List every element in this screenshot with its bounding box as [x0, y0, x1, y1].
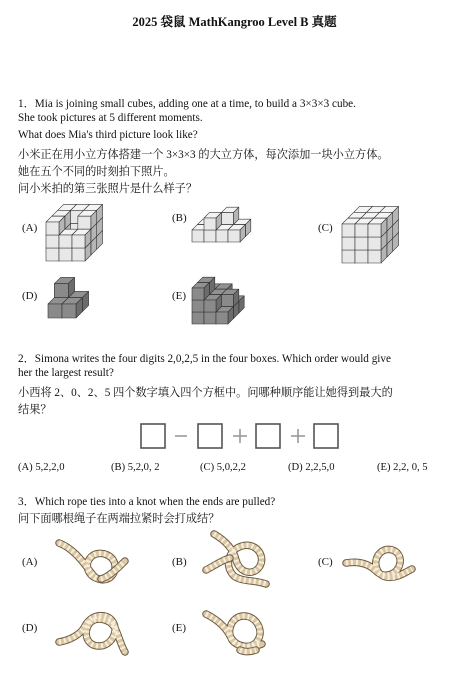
cube-figure-a: [46, 200, 126, 262]
q2-line-2: her the largest result?: [18, 367, 114, 379]
q1-line-3: What does Mia's third picture look like?: [18, 129, 198, 141]
q3-option-b-label: (B): [172, 556, 187, 568]
small-cube: [221, 207, 238, 224]
rope-knot-b: [200, 530, 272, 586]
q3-line-1: 3．Which rope ties into a knot when the ends are pulled?: [18, 496, 276, 508]
q1-option-d-label: (D): [22, 290, 38, 302]
q3-line-2: 问下面哪根绳子在两端拉紧时会打成结？: [18, 513, 220, 525]
small-cube: [46, 216, 65, 235]
q1-line-5: 她在五个不同的时刻拍下照片。: [18, 166, 175, 178]
small-cube: [54, 277, 74, 297]
q1-line-2: She took pictures at 5 different moments.: [18, 112, 203, 124]
rope-knot-e: [200, 598, 272, 654]
q3-option-d-label: (D): [22, 622, 38, 634]
small-cube: [72, 229, 91, 248]
q3-option-e-label: (E): [172, 622, 187, 634]
small-cube: [221, 289, 238, 306]
small-cube: [368, 218, 387, 237]
small-cube: [204, 213, 221, 230]
cube-figure-d: [48, 269, 108, 319]
q2-answer-b: (B) 5,2,0, 2: [111, 462, 160, 473]
q3-option-a-label: (A): [22, 556, 38, 568]
small-cube: [62, 298, 82, 318]
cube-figure-b: [192, 201, 272, 243]
q2-line-1: 2．Simona writes the four digits 2,0,2,5 in the four boxes. Which order would give: [18, 353, 391, 365]
q1-option-e-label: (E): [172, 290, 187, 302]
q2-line-4: 结果？: [18, 404, 52, 416]
rope-knot-a: [55, 535, 127, 587]
q2-answer-c: (C) 5,0,2,2: [200, 462, 246, 473]
rope-knot-d: [55, 598, 127, 654]
boxes-expression: [140, 422, 350, 450]
q1-line-6: 问小米拍的第三张照片是什么样子？: [18, 183, 198, 195]
small-cube: [228, 225, 245, 242]
small-cube: [78, 210, 97, 229]
q3-option-c-label: (C): [318, 556, 333, 568]
small-cube: [192, 283, 209, 300]
page-title: 2025 袋鼠 MathKangroo Level B 真题: [132, 15, 337, 29]
cube-figure-e: [192, 267, 262, 325]
q1-line-4: 小米正在用小立方体搭建一个 3×3×3 的大立方体，每次添加一块小立方体。: [18, 149, 389, 161]
q2-answer-d: (D) 2,2,5,0: [288, 462, 335, 473]
q2-line-3: 小西将 2、0、2、5 四个数字填入四个方框中。问哪种顺序能让她得到最大的: [18, 387, 393, 399]
q1-option-a-label: (A): [22, 222, 38, 234]
cube-figure-c: [342, 204, 404, 264]
q1-option-c-label: (C): [318, 222, 333, 234]
rope-knot-c: [342, 533, 414, 585]
q2-answer-e: (E) 2,2, 0, 5: [377, 462, 428, 473]
q1-line-1: 1．Mia is joining small cubes, adding one at a time, to build a 3×3×3 cube.: [18, 98, 356, 110]
q2-answer-a: (A) 5,2,2,0: [18, 462, 65, 473]
q1-option-b-label: (B): [172, 212, 187, 224]
